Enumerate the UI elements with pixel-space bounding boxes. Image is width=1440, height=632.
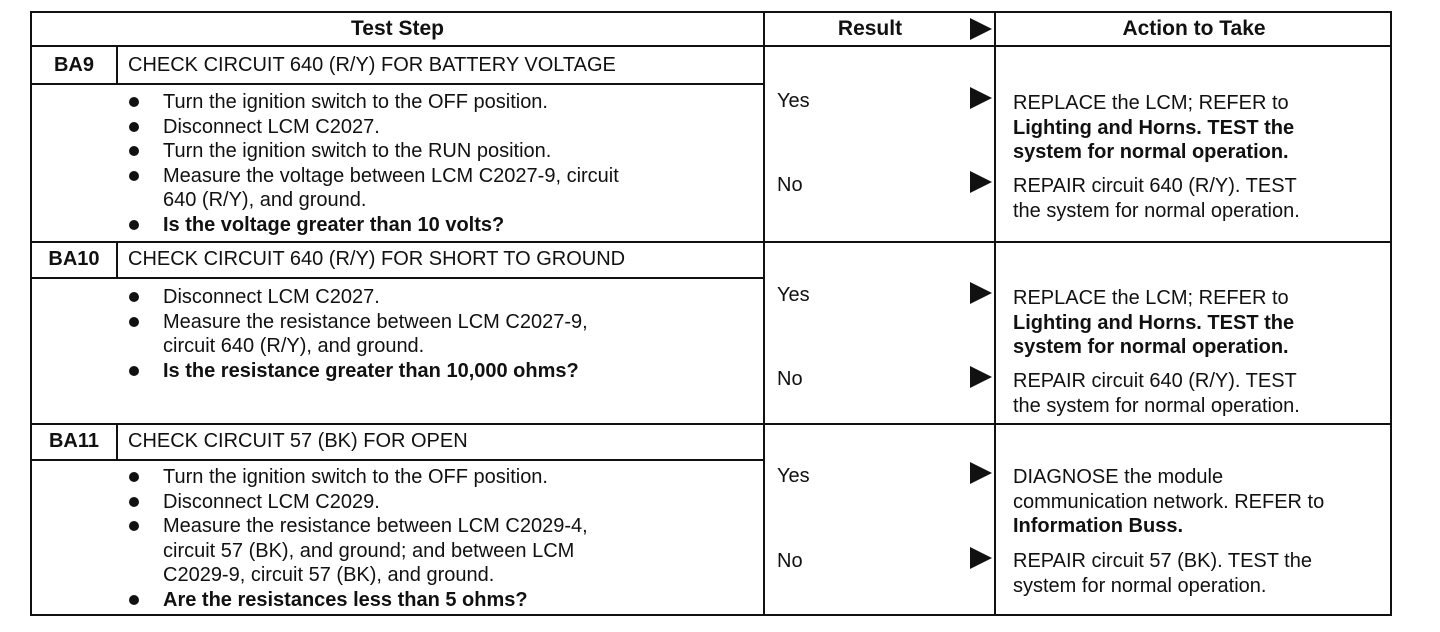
step-title: CHECK CIRCUIT 57 (BK) FOR OPEN	[128, 430, 468, 452]
bullet-icon	[129, 317, 139, 327]
action-no: REPAIR circuit 640 (R/Y). TEST the system for normal operation.	[1013, 175, 1300, 222]
list-item-continuation: circuit 640 (R/Y), and ground.	[163, 335, 425, 357]
list-item: Measure the resistance between LCM C2029-4,	[127, 514, 588, 539]
list-item: Turn the ignition switch to the RUN position.	[127, 139, 619, 164]
action-yes: REPLACE the LCM; REFER to Lighting and Horns. TEST the system for normal operation.	[1013, 287, 1295, 358]
list-item-continuation: circuit 57 (BK), and ground; and between LCM	[163, 539, 575, 562]
column-divider-result	[763, 13, 765, 614]
list-item: Turn the ignition switch to the OFF position.	[127, 90, 619, 115]
title-underline	[32, 83, 763, 85]
bullet-icon	[129, 171, 139, 181]
result-no: No	[777, 550, 803, 572]
step-instructions	[127, 90, 619, 237]
title-underline	[32, 277, 763, 279]
result-yes: Yes	[777, 90, 810, 112]
diagnostic-table	[30, 11, 1392, 616]
step-id: BA9	[53, 54, 94, 76]
list-item: Disconnect LCM C2027.	[127, 285, 588, 310]
result-yes: Yes	[777, 284, 810, 306]
bullet-icon	[129, 521, 139, 531]
question-item: Is the voltage greater than 10 volts?	[127, 213, 619, 238]
result-no: No	[777, 368, 803, 390]
step-id: BA11	[48, 430, 100, 452]
table-header	[32, 13, 1390, 47]
bullet-icon	[129, 220, 139, 230]
header-arrow-icon	[970, 18, 992, 40]
bullet-icon	[129, 472, 139, 482]
list-item: Disconnect LCM C2029.	[127, 490, 588, 515]
step-id-divider	[116, 47, 118, 83]
column-divider-action	[994, 13, 996, 614]
list-item-continuation: C2029-9, circuit 57 (BK), and ground.	[163, 564, 495, 586]
list-item: Turn the ignition switch to the OFF position.	[127, 465, 588, 490]
step-instructions	[127, 465, 588, 612]
step-instructions	[127, 285, 588, 383]
step-id-divider	[116, 241, 118, 277]
arrow-right-icon	[970, 366, 992, 388]
bullet-icon	[129, 497, 139, 507]
bullet-icon	[129, 97, 139, 107]
result-no: No	[777, 174, 803, 196]
action-yes: REPLACE the LCM; REFER to Lighting and Horns. TEST the system for normal operation.	[1013, 92, 1295, 163]
list-item-continuation: 640 (R/Y), and ground.	[163, 189, 367, 211]
step-title: CHECK CIRCUIT 640 (R/Y) FOR SHORT TO GROUND	[128, 248, 626, 270]
bullet-icon	[129, 146, 139, 156]
bullet-icon	[129, 366, 139, 376]
step-id: BA10	[48, 248, 100, 270]
step-id-divider	[116, 423, 118, 459]
bullet-icon	[129, 292, 139, 302]
bullet-icon	[129, 595, 139, 605]
title-underline	[32, 459, 763, 461]
header-result: Result	[837, 17, 903, 40]
arrow-right-icon	[970, 87, 992, 109]
action-no: REPAIR circuit 57 (BK). TEST the system for normal operation.	[1013, 550, 1312, 597]
result-yes: Yes	[777, 465, 810, 487]
action-no: REPAIR circuit 640 (R/Y). TEST the system for normal operation.	[1013, 370, 1300, 417]
list-item: Measure the voltage between LCM C2027-9, circuit	[127, 164, 619, 189]
list-item: Measure the resistance between LCM C2027-9,	[127, 310, 588, 335]
header-action: Action to Take	[1122, 17, 1266, 40]
step-title: CHECK CIRCUIT 640 (R/Y) FOR BATTERY VOLTAGE	[128, 54, 616, 76]
bullet-icon	[129, 122, 139, 132]
action-yes: DIAGNOSE the module communication network. REFER to Information Buss.	[1013, 466, 1325, 537]
list-item: Disconnect LCM C2027.	[127, 115, 619, 140]
question-item: Is the resistance greater than 10,000 ohms?	[127, 359, 588, 384]
question-item: Are the resistances less than 5 ohms?	[127, 588, 588, 613]
arrow-right-icon	[970, 462, 992, 484]
header-test-step: Test Step	[351, 17, 444, 40]
arrow-right-icon	[970, 547, 992, 569]
arrow-right-icon	[970, 171, 992, 193]
arrow-right-icon	[970, 282, 992, 304]
